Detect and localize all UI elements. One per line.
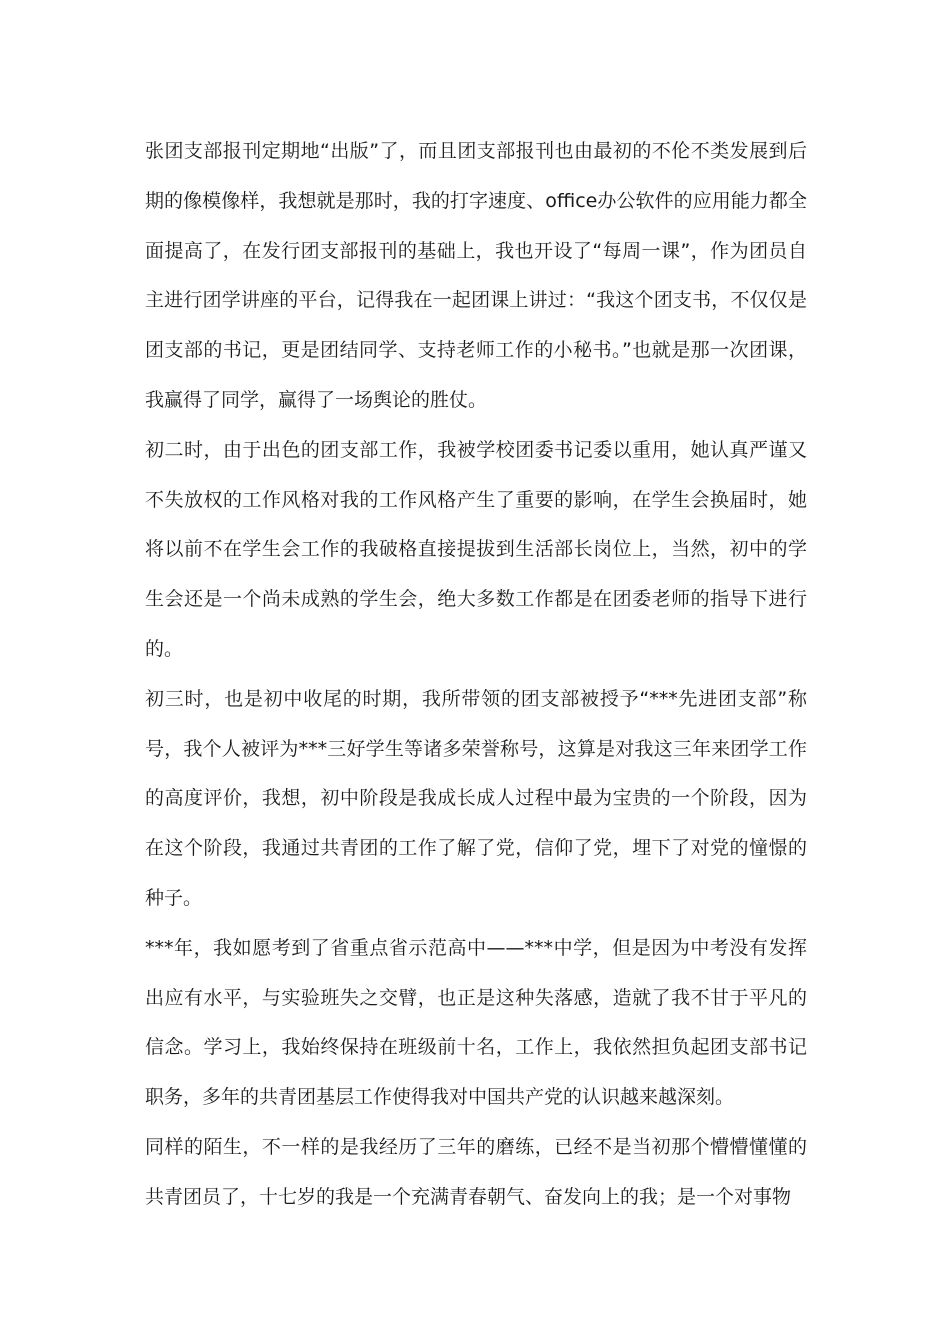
document-body (145, 127, 807, 1223)
paragraph-5: 同样的陌生，不一样的是我经历了三年的磨练，已经不是当初那个懵懵懂懂的共青团员了，十七岁的我是一个充满青春朝气、奋发向上的我；是一个对事物 (145, 1135, 807, 1208)
paragraph-4: ***年，我如愿考到了省重点省示范高中——***中学，但是因为中考没有发挥出应有水平，与实验班失之交臂，也正是这种失落感，造就了我不甘于平凡的信念。学习上，我始终保持在班级前十名，工作上，我依然担负起团支部书记职务，多年的共青团基层工作使得我对中国共产党的认识越来越深刻。 (145, 936, 807, 1109)
paragraph-2: 初二时，由于出色的团支部工作，我被学校团委书记委以重用，她认真严谨又不失放权的工作风格对我的工作风格产生了重要的影响，在学生会换届时，她将以前不在学生会工作的我破格直接提拔到生活部长岗位上，当然，初中的学生会还是一个尚未成熟的学生会，绝大多数工作都是在团委老师的指导下进行的。 (145, 438, 807, 660)
paragraph-1: 张团支部报刊定期地“出版”了，而且团支部报刊也由最初的不伦不类发展到后期的像模像样，我想就是那时，我的打字速度、office办公软件的应用能力都全面提高了，在发行团支部报刊的基础上，我也开设了“每周一课”，作为团员自主进行团学讲座的平台，记得我在一起团课上讲过：“我这个团支书，不仅仅是团支部的书记，更是团结同学、支持老师工作的小秘书。”也就是那一次团课，我赢得了同学，赢得了一场舆论的胜仗。 (145, 140, 807, 411)
paragraph-3: 初三时，也是初中收尾的时期，我所带领的团支部被授予“***先进团支部”称号，我个人被评为***三好学生等诸多荣誉称号，这算是对我这三年来团学工作的高度评价，我想，初中阶段是我成长成人过程中最为宝贵的一个阶段，因为在这个阶段，我通过共青团的工作了解了党，信仰了党，埋下了对党的憧憬的种子。 (145, 687, 807, 909)
